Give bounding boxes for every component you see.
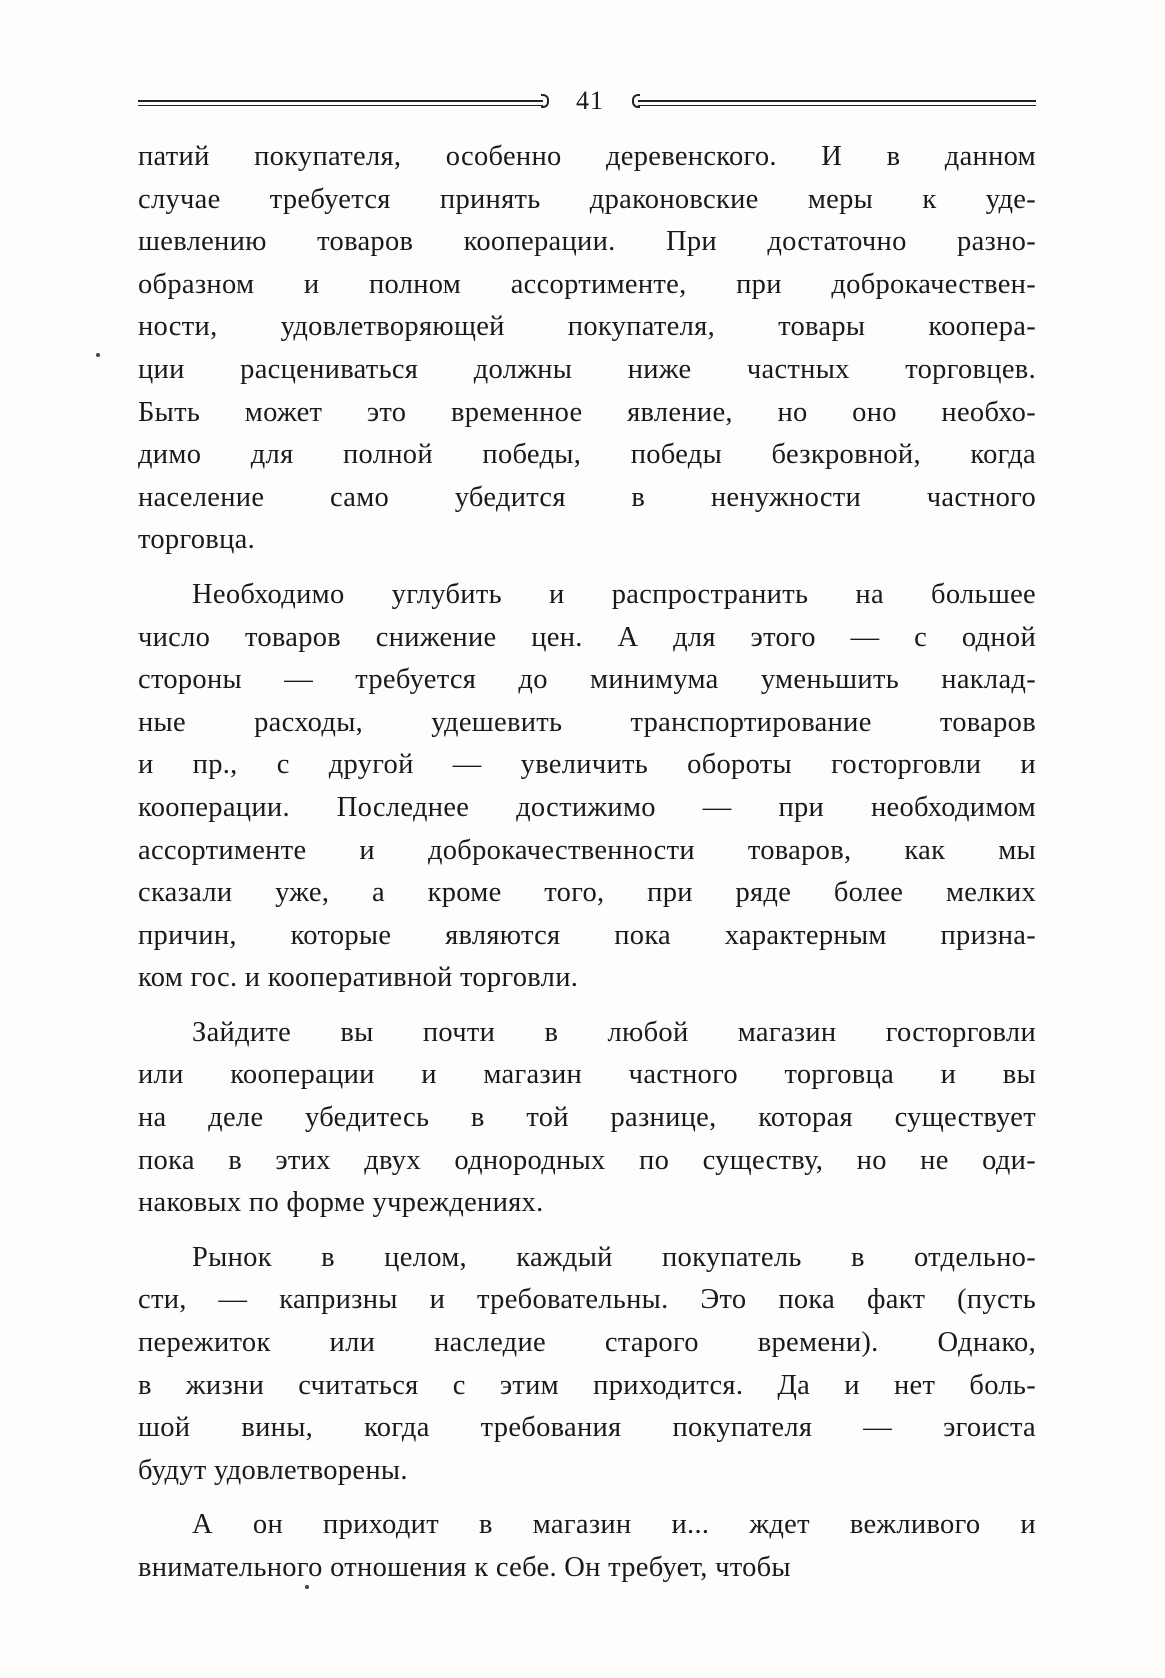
paragraph xyxy=(138,1237,1036,1493)
print-speck xyxy=(96,353,100,357)
paragraph xyxy=(138,136,1036,562)
text-line: пережиток или наследие старого времени). Однако, xyxy=(138,1327,1036,1359)
body-text xyxy=(138,136,1036,1590)
text-line: Быть может это временное явление, но оно необхо- xyxy=(138,396,1036,428)
header-rule-right xyxy=(638,100,1036,102)
text-line: Рынок в целом, каждый покупатель в отдельно- xyxy=(192,1241,1036,1273)
paragraph xyxy=(138,1012,1036,1225)
text-line: А он приходит в магазин и... ждет вежливого и xyxy=(192,1509,1036,1541)
text-line: на деле убедитесь в той разнице, которая существует xyxy=(138,1102,1036,1134)
paragraph xyxy=(138,574,1036,1000)
text-line: число товаров снижение цен. А для этого — с одной xyxy=(138,621,1036,653)
text-line: ности, удовлетворяющей покупателя, товары коопера- xyxy=(138,311,1036,343)
text-line: Зайдите вы почти в любой магазин госторговли xyxy=(192,1016,1036,1048)
text-line: образном и полном ассортименте, при доброкачествен- xyxy=(138,268,1036,300)
text-line: шой вины, когда требования покупателя — эгоиста xyxy=(138,1412,1036,1444)
text-line: сти, — капризны и требовательны. Это пока факт (пусть xyxy=(138,1284,1036,1316)
text-line: и пр., с другой — увеличить обороты госторговли и xyxy=(138,749,1036,781)
text-line: кооперации. Последнее достижимо — при необходимом xyxy=(138,791,1036,823)
text-line: наковых по форме учреждениях. xyxy=(138,1187,544,1219)
paragraph-gap xyxy=(138,562,1036,574)
text-line: население само убедится в ненужности частного xyxy=(138,481,1036,513)
header-rule-left xyxy=(138,100,543,102)
text-line: шевлению товаров кооперации. При достаточно разно- xyxy=(138,226,1036,258)
text-line: случае требуется принять драконовские меры к уде- xyxy=(138,183,1036,215)
text-line: внимательного отношения к себе. Он требует, чтобы xyxy=(138,1552,791,1583)
text-line: Необходимо углубить и распространить на большее xyxy=(192,578,1036,610)
paragraph-gap xyxy=(138,1000,1036,1012)
page-number: 41 xyxy=(576,86,604,115)
paragraph-gap xyxy=(138,1225,1036,1237)
paragraph xyxy=(138,1504,1036,1589)
text-line: пока в этих двух однородных по существу, но не оди- xyxy=(138,1144,1036,1176)
header-rule-left-end xyxy=(541,94,549,108)
paragraph-gap xyxy=(138,1492,1036,1504)
text-line: или кооперации и магазин частного торговца и вы xyxy=(138,1059,1036,1091)
text-line: ции расцениваться должны ниже частных торговцев. xyxy=(138,353,1036,385)
text-line: стороны — требуется до минимума уменьшить наклад- xyxy=(138,664,1036,696)
running-head xyxy=(138,86,1036,122)
text-line: в жизни считаться с этим приходится. Да и нет боль- xyxy=(138,1369,1036,1401)
text-line: причин, которые являются пока характерным призна- xyxy=(138,919,1036,951)
text-line: будут удовлетворены. xyxy=(138,1454,408,1486)
text-line: ассортименте и доброкачественности товаров, как мы xyxy=(138,834,1036,866)
text-line: димо для полной победы, победы безкровной, когда xyxy=(138,439,1036,471)
text-line: сказали уже, а кроме того, при ряде более мелких xyxy=(138,877,1036,909)
text-line: ком гос. и кооперативной торговли. xyxy=(138,962,579,994)
text-line: торговца. xyxy=(138,524,255,556)
text-line: ные расходы, удешевить транспортирование товаров xyxy=(138,706,1036,738)
print-speck xyxy=(305,1585,309,1589)
text-line: патий покупателя, особенно деревенского. И в данном xyxy=(138,141,1036,172)
